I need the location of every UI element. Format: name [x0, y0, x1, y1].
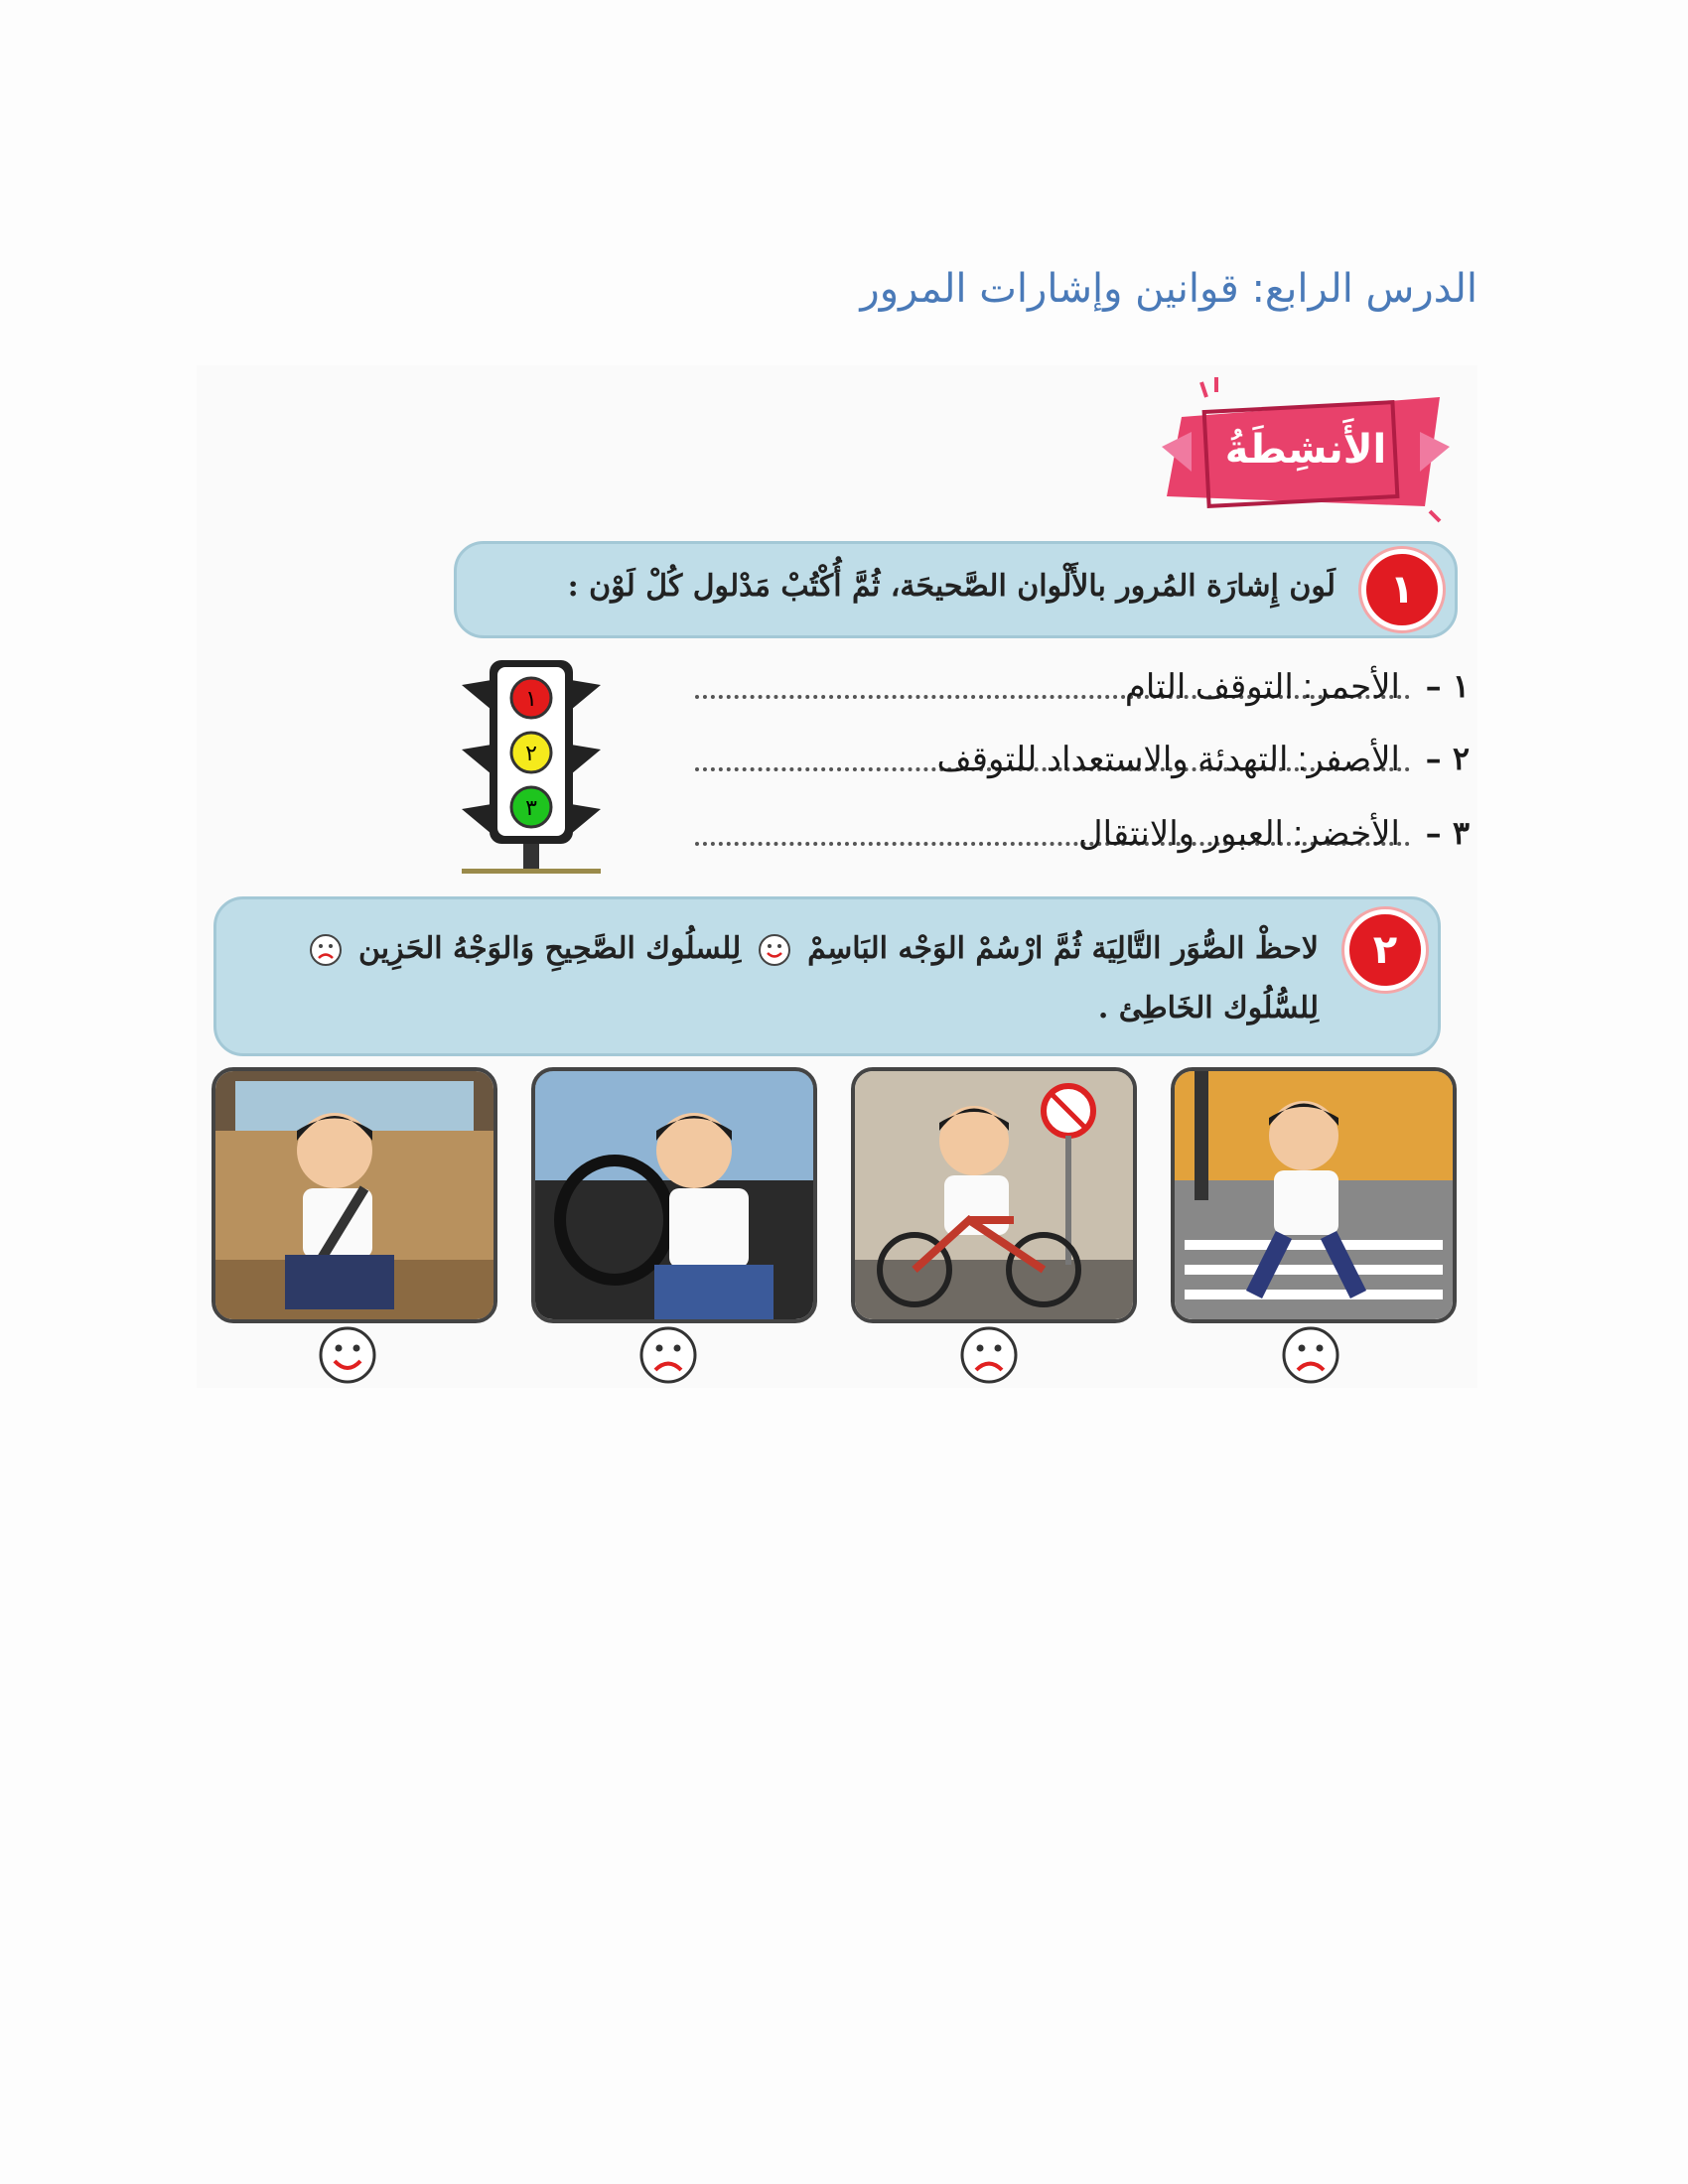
question-2-text-part3: لِلسُّلُوك الخَاطِئ . — [1097, 991, 1319, 1025]
light-label: ٢ — [525, 742, 537, 766]
light-label: ٣ — [525, 796, 537, 821]
question-2-text-part2: لِلسلُوك الصَّحِيحِ وَالوَجْهُ الحَزِين — [357, 931, 742, 966]
answer-text: الأخضر: العبور والانتقال — [1077, 815, 1400, 853]
activities-label: الأَنشِطَةُ — [1224, 427, 1387, 473]
question-2-text — [256, 919, 1319, 1038]
question-2-number: ٢ — [1344, 909, 1426, 991]
sad-face-icon[interactable] — [959, 1325, 1019, 1385]
answer-text: الأصفر: التهدئة والاستعداد للتوقف — [936, 741, 1400, 778]
sad-face-icon[interactable] — [638, 1325, 698, 1385]
answer-text: الأحمر: التوقف التام — [1124, 668, 1400, 706]
answer-line-3[interactable] — [695, 814, 1470, 858]
answer-line-2[interactable] — [695, 740, 1470, 783]
question-1-bar — [454, 541, 1458, 638]
bicycle-scene-image — [851, 1067, 1137, 1323]
child-driving-scene-image — [531, 1067, 817, 1323]
question-1-text: لَون إِشارَة المُرور بالأَلْوان الصَّحيحَة، ثُمَّ أُكْتُبْ مَدْلول كُلْ لَوْن : — [567, 569, 1336, 604]
lesson-title: الدرس الرابع: قوانين وإشارات المرور — [860, 266, 1477, 312]
light-label: ١ — [525, 687, 537, 712]
sad-face-icon[interactable] — [1281, 1325, 1340, 1385]
traffic-light-icon — [462, 655, 601, 874]
answer-number: ١ – — [1425, 667, 1470, 705]
seatbelt-scene-image — [211, 1067, 497, 1323]
answer-line-1[interactable] — [695, 667, 1470, 711]
question-2-text-part1: لاحظْ الصُّوَر التَّالِيَة ثُمَّ ارْسُمْ الوَجْه البَاسِمْ — [807, 931, 1319, 966]
question-2-bar — [213, 896, 1441, 1056]
answer-number: ٣ – — [1425, 814, 1470, 852]
question-1-number: ١ — [1361, 549, 1443, 630]
smiley-face-icon — [758, 933, 791, 967]
happy-face-icon[interactable] — [318, 1325, 377, 1385]
crosswalk-scene-image — [1171, 1067, 1457, 1323]
answer-number: ٢ – — [1425, 740, 1470, 777]
sad-face-icon — [309, 933, 343, 967]
